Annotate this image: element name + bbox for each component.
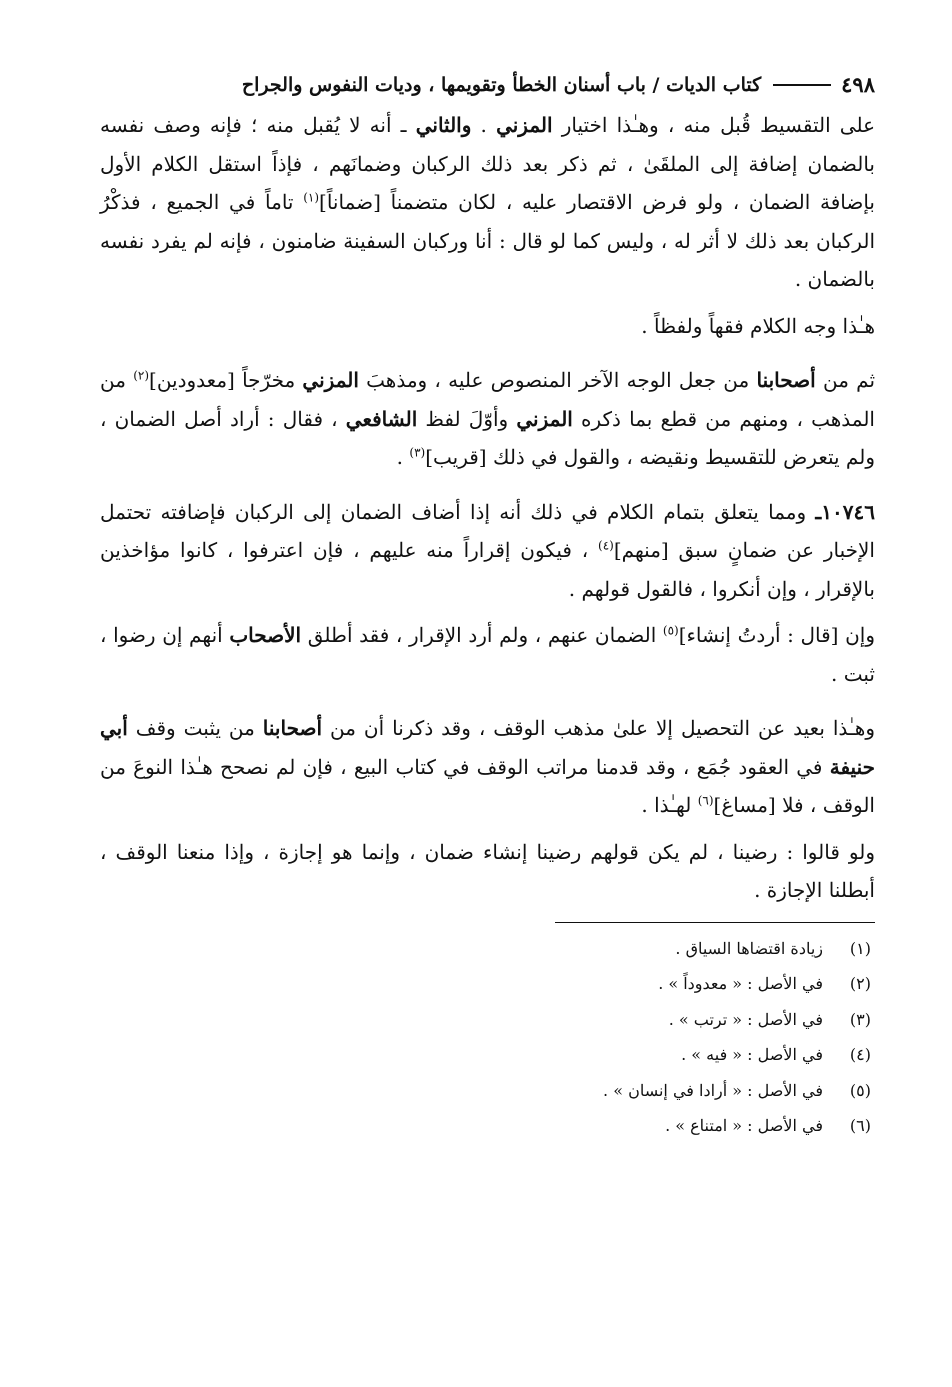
bold-term: أصحابنا: [262, 716, 323, 740]
footnote-ref: (٦): [697, 793, 714, 808]
footnote-text: في الأصل : « امتناع » .: [665, 1116, 823, 1135]
footnote-number: (٢): [849, 974, 871, 993]
running-header: [100, 70, 875, 100]
text-run: مخرّجاً [معدودين]: [149, 368, 303, 392]
text-run: من المذهب ، ومنهم من قطع بما ذكره: [100, 368, 875, 431]
text-run: وأوّلَ لفظ: [417, 406, 517, 431]
text-run: أنهم إن رضوا ، ثبت .: [100, 623, 875, 686]
text-run: من جعل الوجه الآخر المنصوص عليه ، ومذهبَ: [358, 368, 757, 392]
footnote: [100, 1037, 875, 1073]
text-run: من يثبت وقف: [127, 716, 263, 740]
paragraph-3: [100, 361, 875, 477]
text-run: ـ أنه لا يُقبل منه ؛ فإنه وصف نفسه بالضمان إضافة إلى الملقَىٰ ، ثم ذكر بعد ذلك الركبان وضمانَهم ، فإذاً استقل الكلام الأول بإضافة الضمان ، ولو فرض الاقتصار عليه ، لكان متضمناً [ضماناً]: [100, 113, 875, 214]
footnote-text: في الأصل : « أرادا في إنسان » .: [603, 1080, 823, 1100]
footnote-ref: (٥): [662, 623, 679, 638]
footnote-ref: (١): [303, 190, 320, 205]
bold-term: الشافعي: [345, 406, 418, 431]
text-run: .: [471, 113, 497, 137]
paragraph-1: [100, 106, 875, 299]
text-run: ، فقال : أراد أصل الضمان ، ولم يتعرض للتقسيط ونقيضه ، والقول في ذلك [قريب]: [100, 406, 875, 469]
footnote-text: في الأصل : « فيه » .: [681, 1045, 823, 1064]
footnote-number: (٦): [849, 1116, 871, 1135]
footnote: [100, 1108, 875, 1144]
header-title: كتاب الديات / باب أسنان الخطأ وتقويمها ، وديات النفوس والجراح: [241, 74, 762, 96]
page-number: ٤٩٨: [841, 72, 875, 97]
text-run: في العقود جُمَع ، وقد قدمنا مراتب الوقف في كتاب البيع ، فإن لم نصحح هـٰذا النوعَ من الوقف ، فلا [مساغ]: [100, 754, 875, 817]
paragraph-5: [100, 616, 875, 693]
text-run: ولو قالوا : رضينا ، لم يكن قولهم رضينا إنشاء ضمان ، وإنما هو إجازة ، وإذا منعنا الوقف ، أبطلنا الإجازة .: [100, 839, 876, 902]
footnote-text: في الأصل : « ترتب » .: [668, 1009, 823, 1029]
text-run: لهـٰذا .: [641, 793, 698, 817]
footnote: [100, 1073, 875, 1109]
paragraph-7: [100, 833, 875, 910]
header-rule: [773, 84, 831, 86]
footnote-number: (٥): [849, 1080, 871, 1100]
footnote-number: (٣): [849, 1009, 871, 1029]
text-run: ثم من: [815, 368, 876, 392]
footnote-separator: [555, 922, 875, 923]
bold-term: المزني: [496, 113, 553, 137]
paragraph-2: [100, 307, 875, 346]
text-run: هـٰذا وجه الكلام فقهاً ولفظاً .: [641, 313, 875, 338]
footnote-number: (٤): [849, 1045, 871, 1064]
footnote-ref: (٣): [409, 445, 426, 460]
footnote-number: (١): [849, 938, 871, 958]
book-page: [100, 70, 875, 1144]
text-run: الضمان عنهم ، ولم أرد الإقرار ، فقد أطلق: [301, 623, 663, 647]
footnote-ref: (٤): [598, 538, 614, 553]
text-run: تاماً في الجميع ، فذكْرُ الركبان بعد ذلك لا أثر له ، وليس كما لو قال : أنا وركبان السفينة ضامنون ، فإنه لم يفرد نفسه بالضمان .: [100, 190, 875, 291]
footnote: [100, 966, 875, 1002]
paragraph-6: [100, 709, 875, 825]
bold-term: أبي حنيفة: [100, 716, 875, 779]
bold-term: ١٠٧٤٦ـ: [815, 499, 875, 524]
text-run: ، فيكون إقراراً منه عليهم ، فإن اعترفوا ، كانوا مؤاخذين بالإقرار ، وإن أنكروا ، فالقول قولهم .: [100, 538, 875, 601]
bold-term: المزني: [302, 368, 359, 392]
text-run: وهـٰذا بعيد عن التحصيل إلا علىٰ مذهب الوقف ، وقد ذكرنا أن من: [322, 716, 875, 740]
body-text: [100, 106, 875, 910]
footnote-ref: (٢): [133, 368, 150, 383]
bold-term: أصحابنا: [756, 368, 816, 392]
bold-term: والثاني: [415, 113, 472, 137]
footnotes: [100, 931, 875, 1144]
footnote-text: في الأصل : « معدوداً » .: [658, 974, 823, 993]
text-run: وإن [قال : أردتُ إنشاء]: [678, 623, 875, 647]
footnote: [100, 1002, 875, 1038]
bold-term: المزني: [516, 406, 573, 431]
paragraph-4: [100, 493, 875, 609]
bold-term: الأصحاب: [229, 623, 302, 647]
text-run: ومما يتعلق بتمام الكلام في ذلك أنه إذا أضاف الضمان إلى الركبان فإضافته تحتمل الإخبار عن ضمانٍ سبق [منهم]: [100, 499, 875, 562]
text-run: .: [396, 445, 410, 469]
footnote-text: زيادة اقتضاها السياق .: [675, 938, 823, 958]
text-run: على التقسيط قُبل منه ، وهـٰذا اختيار: [552, 113, 876, 137]
footnote: [100, 931, 875, 967]
